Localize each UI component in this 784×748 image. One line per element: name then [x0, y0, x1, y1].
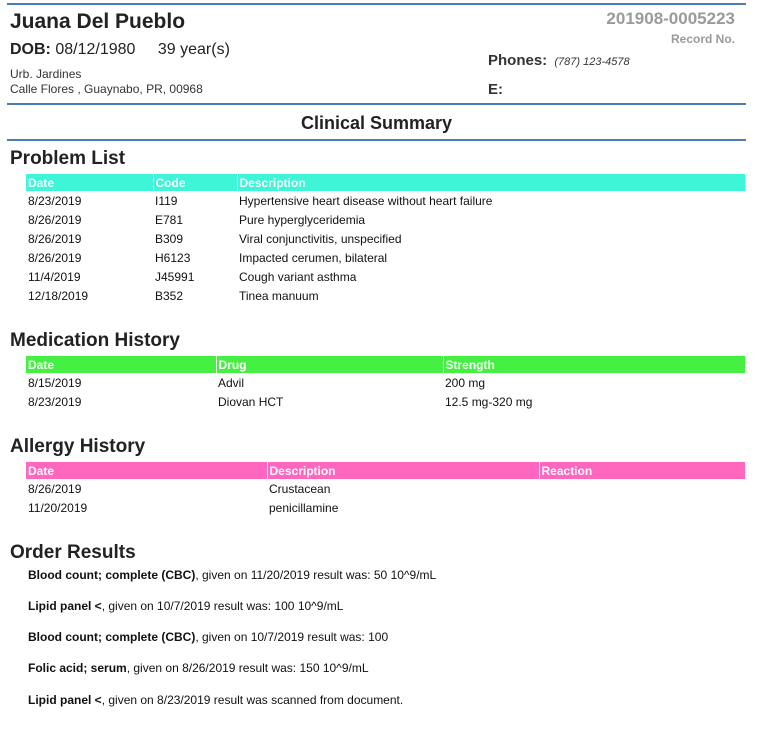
table-row — [26, 191, 745, 210]
column-header-strength: Strength — [443, 356, 745, 373]
column-header-date: Date — [26, 356, 216, 373]
patient-name: Juana Del Pueblo — [10, 10, 186, 33]
medication-history-table — [26, 356, 745, 411]
column-header-date: Date — [26, 462, 267, 479]
order-result-text: , given on 11/20/2019 result was: 50 10^9/mL — [195, 568, 437, 582]
cell-code: B309 — [155, 231, 184, 246]
record-number: 201908-0005223 — [606, 9, 735, 28]
table-row — [26, 229, 745, 248]
cell-reaction — [539, 479, 745, 498]
allergy-history-heading: Allergy History — [10, 436, 146, 457]
allergy-history-table — [26, 462, 745, 517]
record-label: Record No. — [670, 32, 735, 46]
cell-date: 8/26/2019 — [28, 231, 82, 246]
cell-drug: Diovan HCT — [218, 394, 284, 409]
dob-value: 08/12/1980 — [55, 41, 136, 58]
cell-date: 12/18/2019 — [28, 288, 89, 303]
cell-date: 11/4/2019 — [28, 269, 81, 284]
problem-list-heading: Problem List — [10, 148, 126, 169]
order-result-text: , given on 8/23/2019 result was scanned from document. — [101, 693, 404, 707]
order-result-item — [28, 630, 388, 644]
address-line-2: Calle Flores , Guaynabo, PR, 00968 — [10, 82, 203, 96]
order-result-text: , given on 10/7/2019 result was: 100 10^9/mL — [101, 599, 344, 613]
cell-code: I119 — [155, 193, 178, 208]
table-header-row — [26, 462, 745, 479]
title-rule — [7, 139, 746, 141]
table-row — [26, 373, 745, 392]
table-header-row — [26, 356, 745, 373]
age-value: 39 year(s) — [157, 41, 230, 58]
order-test-name: Blood count; complete (CBC) — [28, 568, 196, 582]
cell-code: B352 — [155, 288, 184, 303]
page-title: Clinical Summary — [300, 113, 453, 133]
dob-line — [10, 41, 230, 59]
phones-line — [488, 52, 630, 69]
order-test-name: Lipid panel < — [28, 693, 102, 707]
table-row — [26, 286, 745, 305]
cell-description: penicillamine — [269, 500, 339, 515]
dob-label: DOB: — [10, 41, 51, 58]
phone-value: (787) 123-4578 — [554, 56, 630, 68]
table-row — [26, 210, 745, 229]
email-label: E: — [488, 81, 503, 98]
order-result-item — [28, 599, 343, 613]
cell-date: 8/26/2019 — [28, 481, 82, 496]
table-row — [26, 248, 745, 267]
cell-date: 11/20/2019 — [28, 500, 88, 515]
phones-label: Phones: — [488, 52, 548, 69]
table-row — [26, 498, 745, 517]
order-test-name: Lipid panel < — [28, 599, 102, 613]
order-result-item — [28, 568, 436, 582]
order-test-name: Blood count; complete (CBC) — [28, 630, 196, 644]
table-row — [26, 479, 745, 498]
cell-description: Viral conjunctivitis, unspecified — [239, 231, 402, 246]
header-rule — [7, 103, 746, 105]
table-row — [26, 392, 745, 411]
cell-drug: Advil — [218, 375, 245, 390]
cell-description: Tinea manuum — [239, 288, 319, 303]
cell-description: Hypertensive heart disease without heart failure — [239, 193, 493, 208]
medication-history-heading: Medication History — [10, 330, 180, 351]
column-header-reaction: Reaction — [539, 462, 745, 479]
top-rule — [7, 3, 746, 5]
cell-strength: 200 mg — [445, 375, 486, 390]
cell-reaction — [539, 498, 745, 517]
cell-code: H6123 — [155, 250, 191, 265]
cell-date: 8/23/2019 — [28, 394, 82, 409]
problem-list-table — [26, 174, 745, 305]
cell-code: E781 — [155, 212, 184, 227]
order-result-item — [28, 661, 369, 675]
column-header-description: Description — [237, 174, 745, 191]
cell-code: J45991 — [155, 269, 195, 284]
column-header-date: Date — [26, 174, 153, 191]
column-header-drug: Drug — [216, 356, 443, 373]
column-header-code: Code — [153, 174, 237, 191]
table-header-row — [26, 174, 745, 191]
cell-strength: 12.5 mg-320 mg — [445, 394, 533, 409]
table-row — [26, 267, 745, 286]
column-header-description: Description — [267, 462, 539, 479]
cell-date: 8/23/2019 — [28, 193, 82, 208]
cell-description: Pure hyperglyceridemia — [239, 212, 366, 227]
cell-description: Cough variant asthma — [239, 269, 357, 284]
order-result-text: , given on 8/26/2019 result was: 150 10^9/mL — [126, 661, 369, 675]
address-line-1: Urb. Jardines — [10, 67, 82, 81]
cell-date: 8/26/2019 — [28, 212, 82, 227]
cell-date: 8/15/2019 — [28, 375, 82, 390]
order-results-heading: Order Results — [10, 542, 136, 563]
cell-date: 8/26/2019 — [28, 250, 82, 265]
order-result-item — [28, 693, 403, 707]
order-test-name: Folic acid; serum — [28, 661, 127, 675]
cell-description: Impacted cerumen, bilateral — [239, 250, 388, 265]
cell-description: Crustacean — [269, 481, 331, 496]
order-result-text: , given on 10/7/2019 result was: 100 — [195, 630, 389, 644]
